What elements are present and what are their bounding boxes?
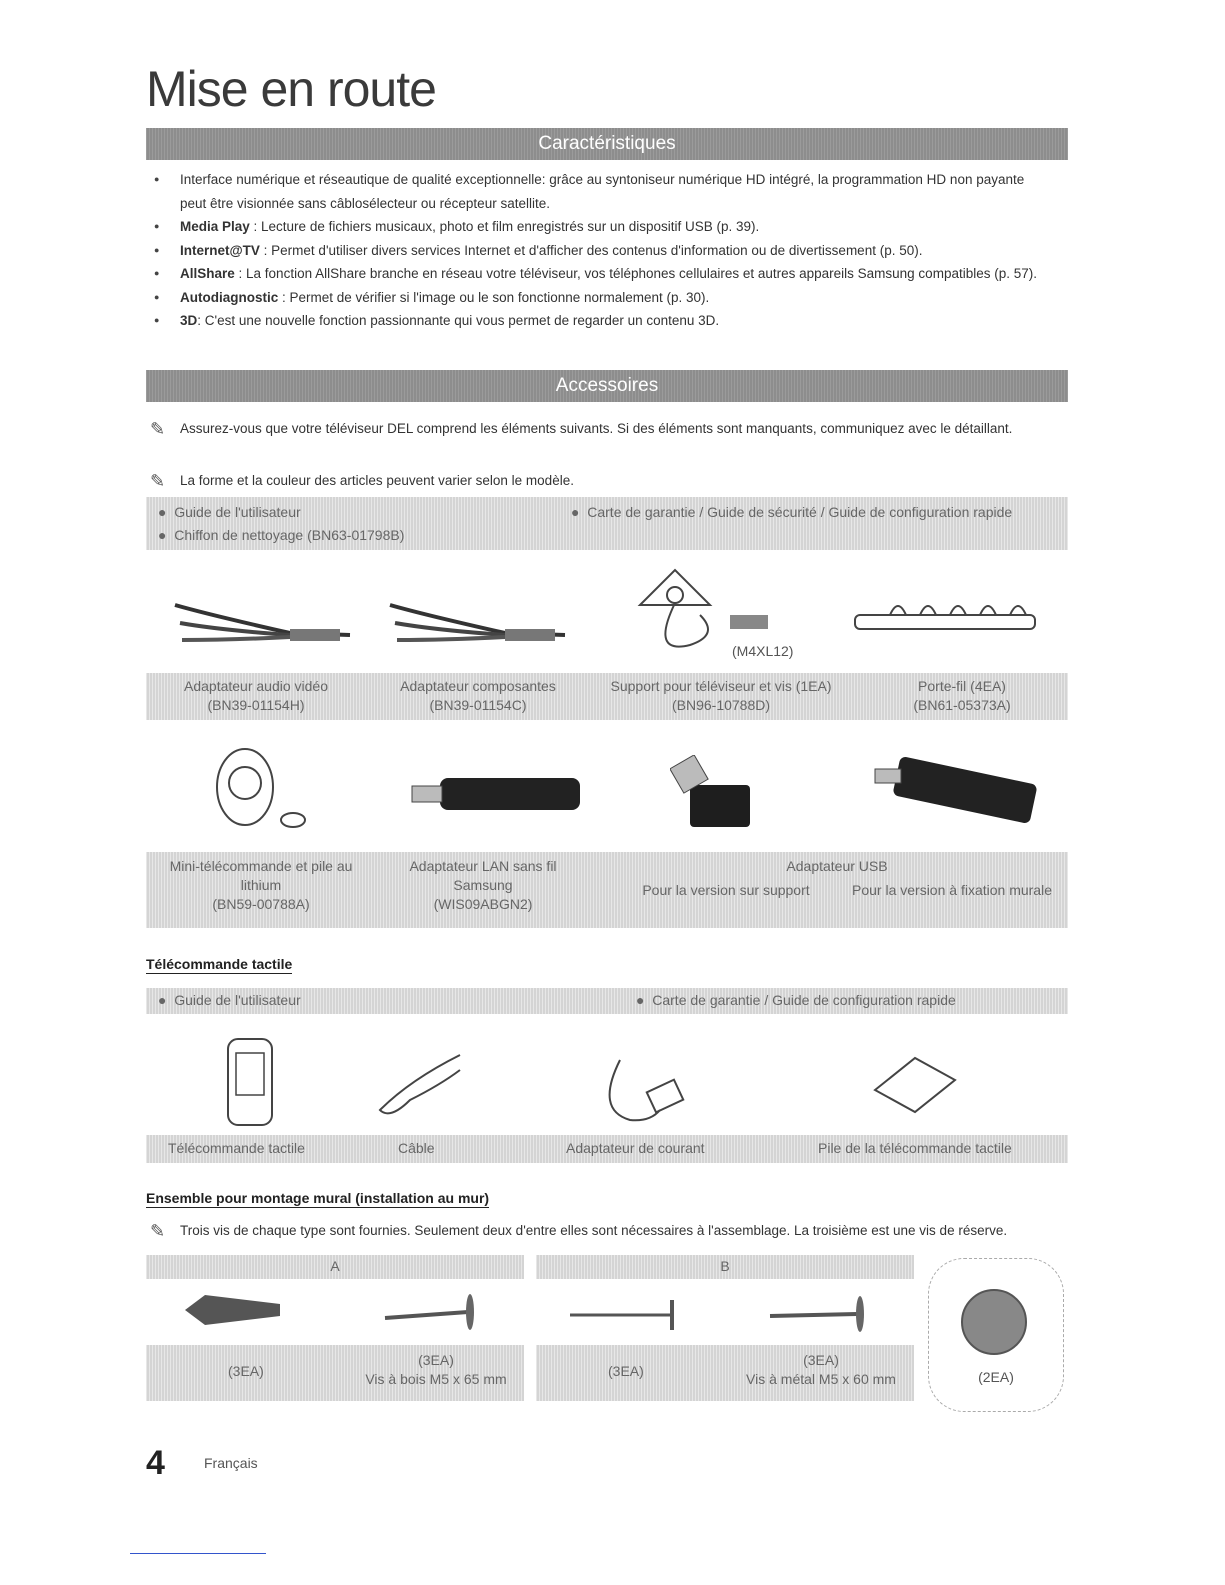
item-name: lithium xyxy=(240,877,282,893)
note xyxy=(150,470,1060,492)
item-code: (BN61-05373A) xyxy=(913,697,1011,713)
component-adapter-label xyxy=(368,677,588,715)
row1-label-strip xyxy=(146,673,1068,720)
touch-remote-heading: Télécommande tactile xyxy=(146,956,293,972)
language-label: Français xyxy=(204,1455,258,1471)
feature-name: Media Play xyxy=(180,219,250,234)
metal-screw-image xyxy=(765,1290,875,1340)
cable-holder-image xyxy=(850,590,1040,640)
feature-name: Autodiagnostic xyxy=(180,289,279,305)
group-b-label: B xyxy=(720,1258,730,1274)
note xyxy=(150,1220,1110,1242)
usb-stand-label: Pour la version sur support xyxy=(642,882,810,898)
item-code: (BN96-10788D) xyxy=(671,697,771,713)
footer-rule xyxy=(130,1553,266,1554)
features-list xyxy=(154,168,1054,333)
anchor-b-image xyxy=(565,1295,685,1335)
disc-qty: (2EA) xyxy=(978,1369,1014,1385)
doc-label: Carte de garantie / Guide de sécurité / Guide de configuration rapide xyxy=(587,504,1013,520)
features-heading: Caractéristiques xyxy=(146,128,1068,160)
accessories-heading: Accessoires xyxy=(146,370,1068,402)
pencil-icon: ✎ xyxy=(150,419,166,439)
note-text: Trois vis de chaque type sont fournies. Seulement deux d'entre elles sont nécessaires à l'assemblage. La troisième est une vis de réserve. xyxy=(180,1223,1008,1238)
doc-label: Guide de l'utilisateur xyxy=(174,504,301,520)
note xyxy=(150,418,1060,440)
mini-remote-image xyxy=(205,745,315,835)
page-number: 4 xyxy=(146,1444,165,1482)
item-code: (BN39-01154H) xyxy=(207,697,305,713)
power-adapter-image xyxy=(600,1040,700,1130)
metal-screw-name: Vis à métal M5 x 60 mm xyxy=(746,1371,896,1387)
av-adapter-label xyxy=(146,677,366,715)
feature-name: 3D xyxy=(180,313,198,328)
doc-label: Chiffon de nettoyage (BN63-01798B) xyxy=(174,527,405,543)
group-a-strip xyxy=(146,1255,524,1279)
anchor-b-qty: (3EA) xyxy=(608,1363,644,1379)
item-name: Mini-télécommande et pile au xyxy=(169,858,353,874)
metal-screws-strip xyxy=(536,1345,914,1401)
disc-image xyxy=(959,1287,1029,1357)
doc-item: ● Guide de l'utilisateur xyxy=(158,504,301,520)
feature-item xyxy=(154,309,1054,333)
feature-item xyxy=(154,168,1054,215)
wood-screw-label xyxy=(351,1351,521,1389)
feature-item xyxy=(154,239,1054,263)
item-code: (BN39-01154C) xyxy=(429,697,527,713)
battery-label: Pile de la télécommande tactile xyxy=(818,1140,1012,1156)
pencil-icon: ✎ xyxy=(150,1221,166,1241)
usb-adapter-title: Adaptateur USB xyxy=(786,858,888,874)
touch-remote-image xyxy=(222,1035,282,1130)
av-adapter-cable-image xyxy=(170,585,360,655)
metal-screw-label xyxy=(731,1351,911,1389)
group-a-label: A xyxy=(330,1258,340,1274)
wood-screw-name: Vis à bois M5 x 65 mm xyxy=(365,1371,507,1387)
item-name: Adaptateur audio vidéo xyxy=(184,678,328,694)
anchor-a-qty: (3EA) xyxy=(228,1363,264,1379)
doc-label: Guide de l'utilisateur xyxy=(174,992,301,1008)
item-code: (BN59-00788A) xyxy=(212,896,310,912)
touch-items-strip xyxy=(146,1135,1068,1163)
feature-item xyxy=(154,286,1054,310)
tv-stand-label xyxy=(586,677,856,715)
wall-mount-heading: Ensemble pour montage mural (installation au mur) xyxy=(146,1190,490,1206)
disc-box xyxy=(928,1258,1064,1412)
wood-screw-image xyxy=(380,1290,480,1340)
note-text: La forme et la couleur des articles peuvent varier selon le modèle. xyxy=(180,473,574,488)
touch-remote-label: Télécommande tactile xyxy=(168,1140,305,1156)
cable-holder-label xyxy=(856,677,1068,715)
metal-screw-qty: (3EA) xyxy=(803,1352,839,1368)
screw-label: (M4XL12) xyxy=(732,643,794,659)
wood-screws-strip xyxy=(146,1345,524,1401)
item-code: (WIS09ABGN2) xyxy=(433,896,533,912)
doc-item: ● Carte de garantie / Guide de configuration rapide xyxy=(636,992,956,1008)
feature-item xyxy=(154,262,1054,286)
cable-image xyxy=(370,1040,470,1120)
row2-label-strip xyxy=(146,852,1068,928)
item-name: Porte-fil (4EA) xyxy=(918,678,1006,694)
feature-text: Interface numérique et réseautique de qualité exceptionnelle: grâce au syntoniseur numérique HD intégré, la programmation HD non payante peut être visionnée sans câblosélecteur ou récepteur satellite. xyxy=(180,172,1025,211)
mini-remote-label xyxy=(146,857,376,914)
feature-text: : Permet d'utiliser divers services Internet et d'afficher des contenus d'information ou de divertissement (p. 50). xyxy=(259,242,923,258)
wireless-lan-adapter-image xyxy=(410,770,590,820)
doc-item: ● Chiffon de nettoyage (BN63-01798B) xyxy=(158,527,405,543)
component-adapter-cable-image xyxy=(385,585,575,655)
item-name: Samsung xyxy=(453,877,513,893)
feature-name: AllShare xyxy=(180,266,235,281)
wall-anchor-image xyxy=(180,1290,290,1330)
feature-item xyxy=(154,215,1054,239)
group-b-strip xyxy=(536,1255,914,1279)
docs-strip xyxy=(146,497,1068,550)
doc-item: ● Guide de l'utilisateur xyxy=(158,992,301,1008)
touch-remote-battery-image xyxy=(870,1050,960,1120)
pencil-icon: ✎ xyxy=(150,471,166,491)
page-title: Mise en route xyxy=(146,61,436,117)
feature-text: : Permet de vérifier si l'image ou le son fonctionne normalement (p. 30). xyxy=(278,289,710,305)
feature-text: : Lecture de fichiers musicaux, photo et film enregistrés sur un dispositif USB (p. 39). xyxy=(249,219,760,234)
feature-name: Internet@TV xyxy=(180,242,260,258)
doc-item: ● Carte de garantie / Guide de sécurité / Guide de configuration rapide xyxy=(571,504,1013,520)
power-adapter-label: Adaptateur de courant xyxy=(566,1140,705,1156)
feature-text: : C'est une nouvelle fonction passionnante qui vous permet de regarder un contenu 3D. xyxy=(197,313,720,328)
doc-label: Carte de garantie / Guide de configuration rapide xyxy=(652,992,956,1008)
usb-adapter-wall-image xyxy=(870,755,1040,835)
feature-text: : La fonction AllShare branche en réseau votre téléviseur, vos téléphones cellulaires et autres appareils Samsung compatibles (p. 57). xyxy=(234,266,1037,281)
wireless-lan-label xyxy=(368,857,598,914)
cable-label: Câble xyxy=(398,1140,435,1156)
wood-screw-qty: (3EA) xyxy=(418,1352,454,1368)
usb-wall-label: Pour la version à fixation murale xyxy=(852,882,1052,898)
touch-docs-strip xyxy=(146,988,1068,1014)
item-name: Support pour téléviseur et vis (1EA) xyxy=(610,678,832,694)
usb-adapter-stand-image xyxy=(670,755,770,835)
item-name: Adaptateur LAN sans fil xyxy=(409,858,557,874)
item-name: Adaptateur composantes xyxy=(400,678,556,694)
note-text: Assurez-vous que votre téléviseur DEL comprend les éléments suivants. Si des éléments sont manquants, communiquez avec le détaillant. xyxy=(180,421,1013,436)
